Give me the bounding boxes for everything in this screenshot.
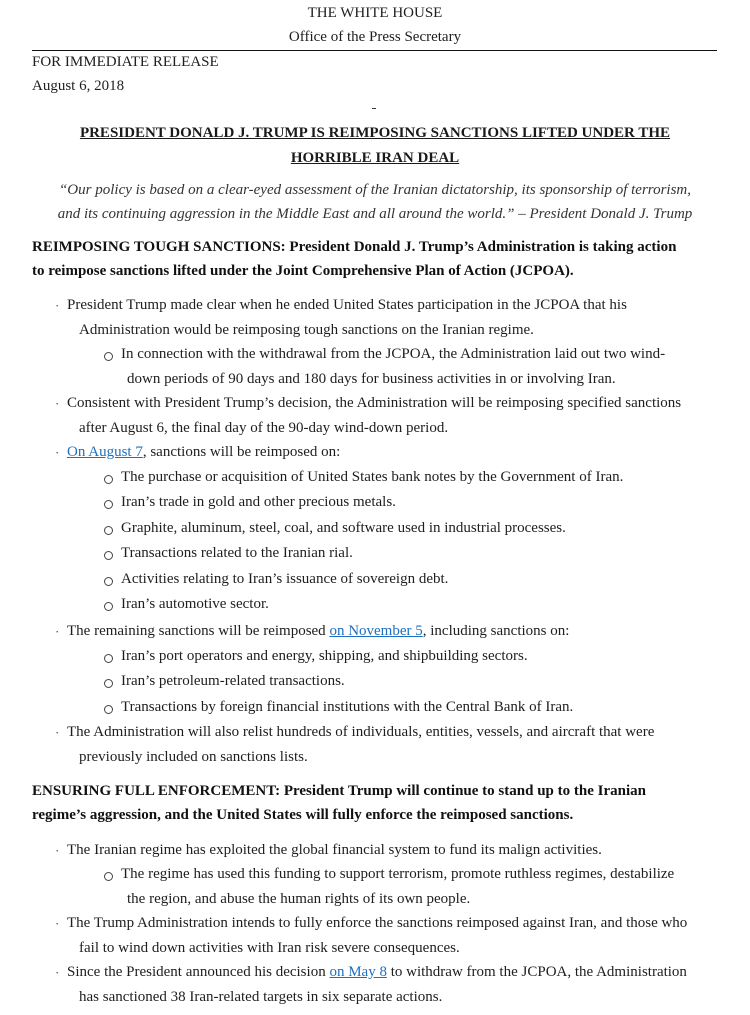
s1-b4 [67,623,569,640]
release-label: FOR IMMEDIATE RELEASE [32,54,219,70]
s1-b1-sub1-line1: In connection with the withdrawal from the JCPOA, the Administration laid out two wind- [121,346,666,362]
section1-heading-line1: REIMPOSING TOUGH SANCTIONS: President Donald J. Trump’s Administration is taking action [32,239,677,255]
s1-b4-post: , including sanctions on: [422,623,570,639]
s1-b3 [67,444,340,461]
section2-heading-line1: ENSURING FULL ENFORCEMENT: President Trump will continue to stand up to the Iranian [32,783,646,799]
aug7-item: Transactions related to the Iranian rial. [121,545,353,561]
s1-b4-pre: The remaining sanctions will be reimposed [67,623,330,639]
circle-bullet-icon [104,551,113,560]
circle-bullet-icon [104,705,113,714]
s2-b1: The Iranian regime has exploited the global financial system to fund its malign activities. [67,842,602,858]
nov5-item: Iran’s port operators and energy, shipping, and shipbuilding sectors. [121,648,528,664]
bullet-icon: · [55,843,60,858]
s1-b2-line1: Consistent with President Trump’s decision, the Administration will be reimposing specified sanctions [67,395,682,411]
s1-b3-text: , sanctions will be reimposed on: [142,444,341,460]
circle-bullet-icon [104,526,113,535]
s2-b3-post: to withdraw from the JCPOA, the Administration [386,964,687,980]
bullet-icon: · [55,965,60,980]
november-5-link[interactable]: on November 5 [329,623,423,639]
aug7-item: The purchase or acquisition of United States bank notes by the Government of Iran. [121,469,624,485]
circle-bullet-icon [104,500,113,509]
aug7-item: Iran’s automotive sector. [121,596,269,612]
page-title-line2: HORRIBLE IRAN DEAL [290,150,460,166]
aug7-item: Graphite, aluminum, steel, coal, and software used in industrial processes. [121,520,566,536]
bullet-icon: · [55,396,60,411]
circle-bullet-icon [104,577,113,586]
circle-bullet-icon [104,475,113,484]
org-name: THE WHITE HOUSE [307,5,443,21]
s1-b2-line2: after August 6, the final day of the 90-day wind-down period. [79,420,449,436]
s2-b3-line1 [67,964,687,981]
header-divider [32,50,717,51]
circle-bullet-icon [104,602,113,611]
section1-heading-line2: to reimpose sanctions lifted under the Joint Comprehensive Plan of Action (JCPOA). [32,263,574,279]
office-name: Office of the Press Secretary [288,29,462,45]
s2-b1-sub1-line2: the region, and abuse the human rights of its own people. [127,891,471,907]
circle-bullet-icon [104,679,113,688]
s1-b1-sub1-line2: down periods of 90 days and 180 days for business activities in or involving Iran. [127,371,616,387]
bullet-icon: · [55,916,60,931]
bullet-icon: · [55,298,60,313]
aug7-item: Iran’s trade in gold and other precious metals. [121,494,396,510]
nov5-item: Iran’s petroleum-related transactions. [121,673,345,689]
bullet-icon: · [55,445,60,460]
aug7-item: Activities relating to Iran’s issuance of sovereign debt. [121,571,449,587]
s2-b2-line2: fail to wind down activities with Iran risk severe consequences. [79,940,460,956]
s2-b3-line2: has sanctioned 38 Iran-related targets in six separate actions. [79,989,443,1005]
quote-line1: “Our policy is based on a clear-eyed assessment of the Iranian dictatorship, its sponsorship of terrorism, [58,182,692,198]
s1-b5-line1: The Administration will also relist hundreds of individuals, entities, vessels, and aircraft that were [67,724,655,740]
bullet-icon: · [55,725,60,740]
circle-bullet-icon [104,872,113,881]
s1-b1-line2: Administration would be reimposing tough sanctions on the Iranian regime. [79,322,534,338]
s2-b1-sub1-line1: The regime has used this funding to support terrorism, promote ruthless regimes, destabilize [121,866,675,882]
s2-b2-line1: The Trump Administration intends to fully enforce the sanctions reimposed against Iran, and those who [67,915,688,931]
bullet-icon: · [55,624,60,639]
circle-bullet-icon [104,654,113,663]
section2-heading-line2: regime’s aggression, and the United States will fully enforce the reimposed sanctions. [32,807,574,823]
s2-b3-pre: Since the President announced his decision [67,964,330,980]
august-7-link[interactable]: On August 7 [67,444,143,460]
page-title-line1: PRESIDENT DONALD J. TRUMP IS REIMPOSING SANCTIONS LIFTED UNDER THE [79,125,671,141]
s1-b5-line2: previously included on sanctions lists. [79,749,308,765]
circle-bullet-icon [104,352,113,361]
may-8-link[interactable]: on May 8 [329,964,387,980]
s1-b1-line1: President Trump made clear when he ended United States participation in the JCPOA that his [67,297,627,313]
release-date: August 6, 2018 [32,78,125,94]
nov5-item: Transactions by foreign financial institutions with the Central Bank of Iran. [121,699,574,715]
quote-line2: and its continuing aggression in the Middle East and all around the world.” – President Donald J. Trump [57,206,693,222]
stray-mark [372,108,376,109]
